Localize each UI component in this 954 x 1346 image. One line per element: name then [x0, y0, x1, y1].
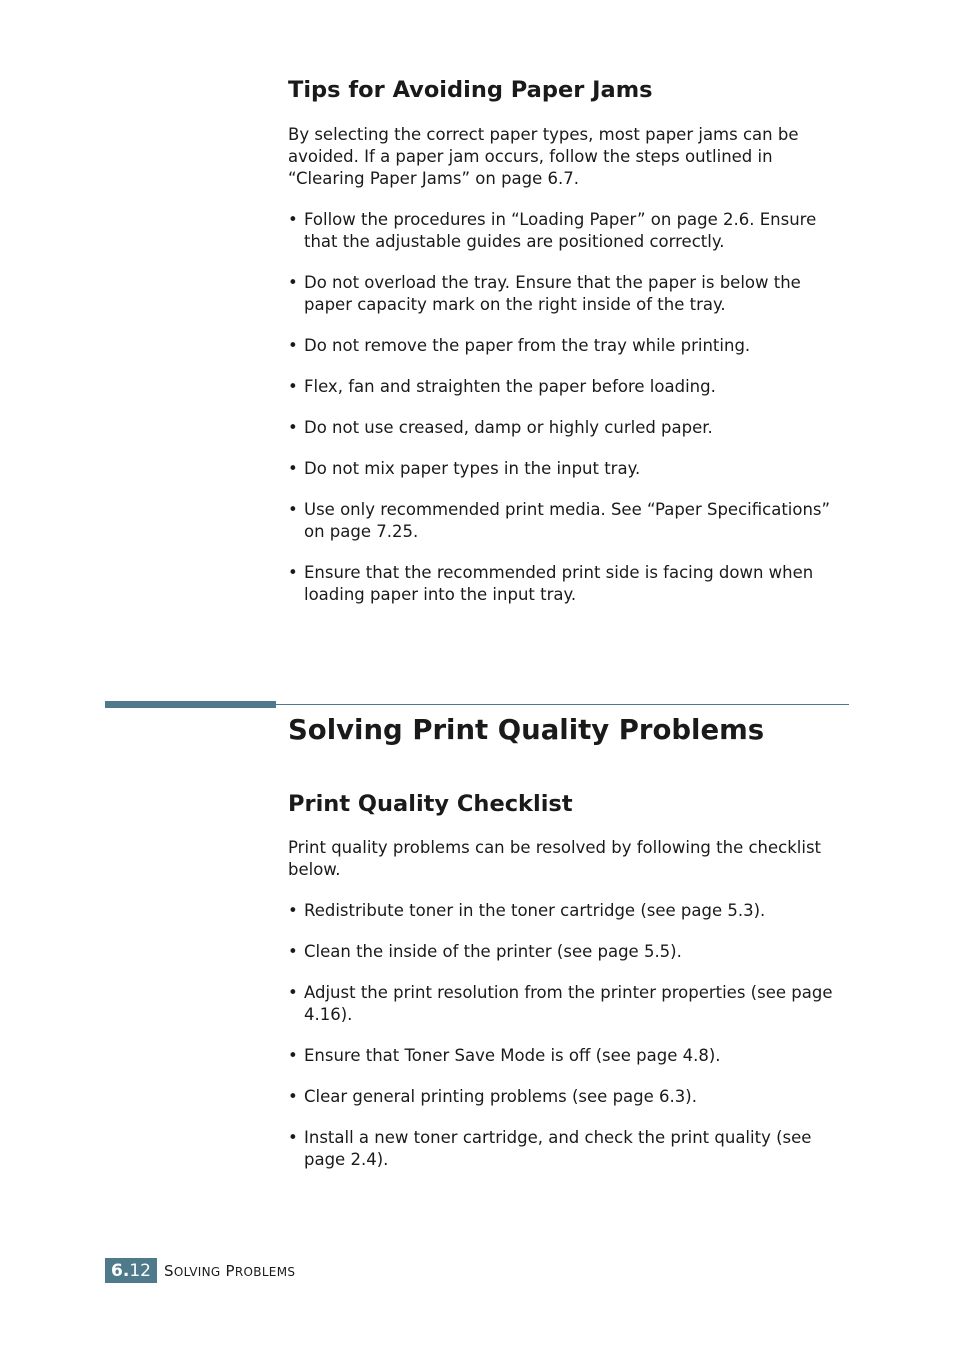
section-rule-line: [276, 704, 849, 705]
checklist-heading: Print Quality Checklist: [288, 791, 573, 817]
chapter-number: 6.: [111, 1260, 130, 1281]
bullet-icon: •: [288, 1087, 298, 1106]
page-footer: [105, 1258, 295, 1283]
bullet-icon: •: [288, 210, 298, 229]
running-header: SOLVING PROBLEMS: [164, 1261, 296, 1280]
bullet-icon: •: [288, 563, 298, 582]
list-item: • Do not remove the paper from the tray while printing.: [288, 336, 751, 355]
list-item: • Follow the procedures in “Loading Paper” on page 2.6. Ensure that the adjustable guides are positioned correctly.: [288, 210, 817, 251]
list-item: • Clear general printing problems (see page 6.3).: [288, 1087, 697, 1106]
list-item: • Install a new toner cartridge, and check the print quality (see page 2.4).: [288, 1128, 812, 1169]
list-item: • Use only recommended print media. See “Paper Specifications” on page 7.25.: [288, 500, 831, 541]
page-number: 12: [129, 1260, 151, 1281]
bullet-icon: •: [288, 273, 298, 292]
checklist-intro: Print quality problems can be resolved by following the checklist below.: [288, 838, 822, 879]
bullet-icon: •: [288, 500, 298, 519]
tips-list: [288, 209, 848, 606]
print-quality-section: [288, 713, 848, 1190]
list-item: • Do not mix paper types in the input tray.: [288, 459, 641, 478]
tips-section: [288, 76, 848, 625]
bullet-icon: •: [288, 942, 298, 961]
list-item: • Ensure that the recommended print side is facing down when loading paper into the input tray.: [288, 563, 814, 604]
tips-heading: Tips for Avoiding Paper Jams: [288, 77, 653, 103]
list-item: • Ensure that Toner Save Mode is off (see page 4.8).: [288, 1046, 721, 1065]
bullet-icon: •: [288, 901, 298, 920]
checklist-list: [288, 900, 848, 1171]
list-item: • Clean the inside of the printer (see page 5.5).: [288, 942, 682, 961]
list-item: • Do not overload the tray. Ensure that the paper is below the paper capacity mark on the right inside of the tray.: [288, 273, 801, 314]
tips-intro: By selecting the correct paper types, most paper jams can be avoided. If a paper jam occurs, follow the steps outlined in “Clearing Paper Jams” on page 6.7.: [288, 125, 799, 188]
bullet-icon: •: [288, 1128, 298, 1147]
page-number-badge: [105, 1258, 157, 1283]
section-rule-accent: [105, 701, 276, 708]
bullet-icon: •: [288, 336, 298, 355]
section-title: Solving Print Quality Problems: [288, 714, 765, 746]
bullet-icon: •: [288, 1046, 298, 1065]
bullet-icon: •: [288, 418, 298, 437]
bullet-icon: •: [288, 377, 298, 396]
list-item: • Adjust the print resolution from the printer properties (see page 4.16).: [288, 983, 833, 1024]
list-item: • Do not use creased, damp or highly curled paper.: [288, 418, 713, 437]
bullet-icon: •: [288, 459, 298, 478]
list-item: • Flex, fan and straighten the paper before loading.: [288, 377, 716, 396]
list-item: • Redistribute toner in the toner cartridge (see page 5.3).: [288, 901, 766, 920]
bullet-icon: •: [288, 983, 298, 1002]
